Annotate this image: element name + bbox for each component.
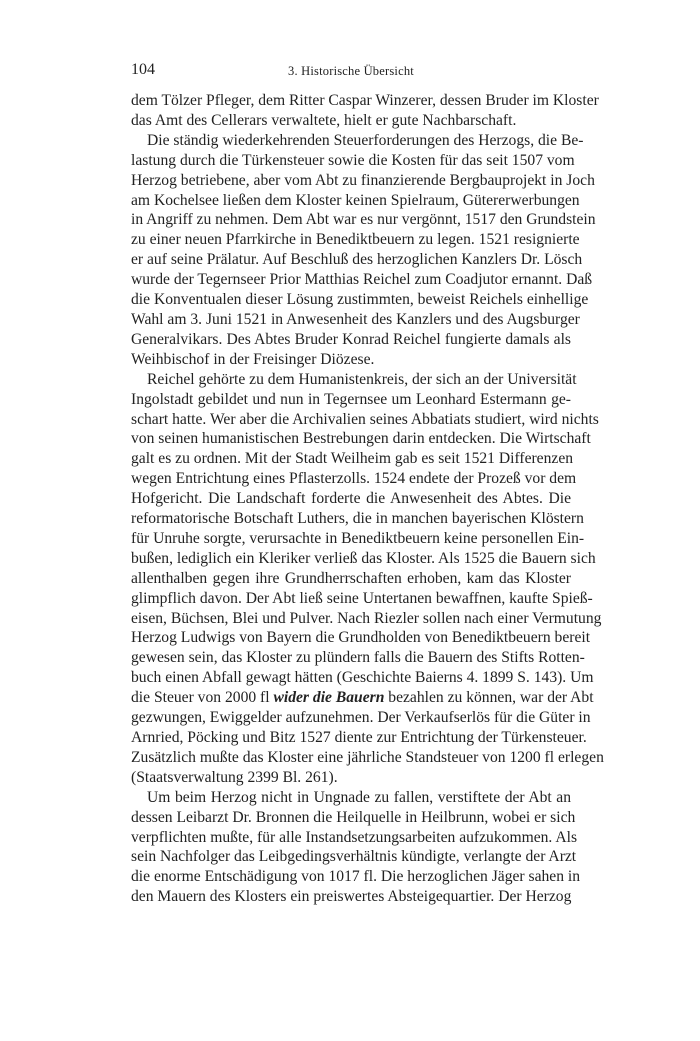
text-line: wegen Entrichtung eines Pflasterzolls. 1524 endete der Prozeß vor dem — [131, 470, 577, 488]
text-line: schart hatte. Wer aber die Archivalien seines Abbatiats studiert, wird nichts — [131, 410, 599, 428]
text-line: reformatorische Botschaft Luthers, die in manchen bayerischen Klöstern — [131, 510, 584, 528]
text-line: in Angriff zu nehmen. Dem Abt war es nur vergönnt, 1517 den Grundstein — [131, 211, 596, 229]
body-text — [131, 91, 604, 907]
text-line: zu einer neuen Pfarrkirche in Benediktbeuern zu legen. 1521 resignierte — [131, 231, 580, 249]
text-line: Wahl am 3. Juni 1521 in Anwesenheit des Kanzlers und des Augsburger — [131, 310, 580, 328]
text-line: verpflichten mußte, für alle Instandsetzungsarbeiten aufzukommen. Als — [131, 828, 578, 846]
text-line: Generalvikars. Des Abtes Bruder Konrad Reichel fungierte damals als — [131, 330, 571, 348]
page-header — [131, 60, 571, 82]
text-line: Ingolstadt gebildet und nun in Tegernsee um Leonhard Estermann ge- — [131, 390, 571, 408]
text-line: Die ständig wiederkehrenden Steuerforderungen des Herzogs, die Be- — [147, 131, 584, 149]
text-line: die Konventualen dieser Lösung zustimmten, beweist Reichels einhellige — [131, 291, 589, 309]
text-line: das Amt des Cellerars verwaltete, hielt er gute Nachbarschaft. — [131, 111, 517, 129]
text-line: dessen Leibarzt Dr. Bronnen die Heilquelle in Heilbrunn, wobei er sich — [131, 808, 576, 826]
text-line: galt es zu ordnen. Mit der Stadt Weilheim gab es seit 1521 Differenzen — [131, 450, 574, 468]
text-line: sein Nachfolger das Leibgedingsverhältnis kündigte, verlangte der Arzt — [131, 848, 577, 866]
text-line: bußen, lediglich ein Kleriker verließ das Kloster. Als 1525 die Bauern sich — [131, 549, 596, 567]
text-line: Zusätzlich mußte das Kloster eine jährliche Standsteuer von 1200 fl erlegen — [131, 748, 604, 766]
text-line: von seinen humanistischen Bestrebungen darin entdecken. Die Wirtschaft — [131, 430, 591, 448]
text-line: lastung durch die Türkensteuer sowie die Kosten für das seit 1507 vom — [131, 151, 575, 169]
text-line: allenthalben gegen ihre Grundherrschaften erhoben, kam das Kloster — [131, 569, 571, 587]
text-line: glimpflich davon. Der Abt ließ seine Untertanen bewaffnen, kaufte Spieß- — [131, 589, 593, 607]
text-line: Weihbischof in der Freisinger Diözese. — [131, 350, 375, 368]
text-line: Um beim Herzog nicht in Ungnade zu fallen, verstiftete der Abt an — [147, 788, 571, 806]
text-line: für Unruhe sorgte, verursachte in Benediktbeuern keine personellen Ein- — [131, 529, 585, 547]
text-fragment: die Steuer von 2000 fl — [131, 689, 274, 707]
running-head: 3. Historische Übersicht — [288, 64, 414, 78]
page-number: 104 — [131, 61, 155, 78]
text-line: Herzog betriebene, aber vom Abt zu finanzierende Bergbauprojekt in Joch — [131, 171, 595, 189]
text-line-with-emphasis — [131, 688, 594, 708]
text-line: dem Tölzer Pfleger, dem Ritter Caspar Winzerer, dessen Bruder im Kloster — [131, 92, 599, 109]
text-line: Hofgericht. Die Landschaft forderte die Anwesenheit des Abtes. Die — [131, 490, 571, 508]
text-line: buch einen Abfall gewagt hätten (Geschichte Baierns 4. 1899 S. 143). Um — [131, 669, 594, 687]
emphasized-text: wider die Bauern — [273, 689, 385, 707]
text-line: eisen, Büchsen, Blei und Pulver. Nach Riezler sollen nach einer Vermutung — [131, 609, 602, 627]
text-line: Herzog Ludwigs von Bayern die Grundholden von Benediktbeuern bereit — [131, 629, 591, 647]
text-line: er auf seine Prälatur. Auf Beschluß des herzoglichen Kanzlers Dr. Lösch — [131, 251, 583, 269]
text-line: gewesen sein, das Kloster zu plündern falls die Bauern des Stifts Rotten- — [131, 649, 585, 667]
text-line: Reichel gehörte zu dem Humanistenkreis, der sich an der Universität — [147, 370, 577, 388]
text-line: wurde der Tegernseer Prior Matthias Reichel zum Coadjutor ernannt. Daß — [131, 271, 593, 289]
text-line: den Mauern des Klosters ein preiswertes Absteigequartier. Der Herzog — [131, 888, 572, 906]
text-line: am Kochelsee ließen dem Kloster keinen Spielraum, Gütererwerbungen — [131, 191, 580, 209]
text-line: die enorme Entschädigung von 1017 fl. Die herzoglichen Jäger sahen in — [131, 868, 581, 886]
text-fragment: bezahlen zu können, war der Abt — [384, 689, 594, 707]
text-line: Arnried, Pöcking und Bitz 1527 diente zur Entrichtung der Türkensteuer. — [131, 729, 587, 746]
text-line: gezwungen, Ewiggelder aufzunehmen. Der Verkaufserlös für die Güter in — [131, 709, 591, 727]
text-line: (Staatsverwaltung 2399 Bl. 261). — [131, 768, 338, 786]
